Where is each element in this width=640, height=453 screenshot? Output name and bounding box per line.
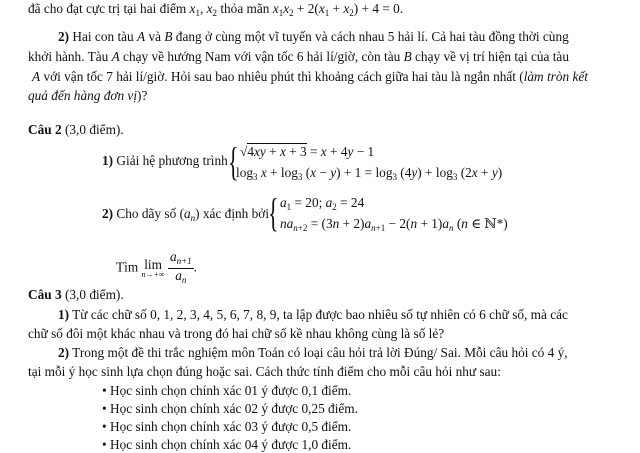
ships-problem-line-3: A với vận tốc 7 hải lí/giờ. Hỏi sau bao nhiêu phút thì khoảng cách giữa hai tàu là ngắn nhất (làm tròn kết xyxy=(32,69,588,84)
q3-part1-line-1: 1) Từ các chữ số 0, 1, 2, 3, 4, 5, 6, 7, 8, 9, ta lập được bao nhiêu số tự nhiên có 6 chữ số, mà các xyxy=(58,307,568,322)
q2-part1-prompt: 1) Giải hệ phương trình xyxy=(102,153,228,168)
system-brace-2: { xyxy=(268,190,279,235)
ships-problem-line-2: khởi hành. Tàu A chạy về hướng Nam với vận tốc 6 hải lí/giờ, còn tàu B chạy về vị trí hiện tại của tàu xyxy=(28,49,569,64)
system-brace-1: { xyxy=(228,139,239,184)
q3-part2-line-2: tại mỗi ý học sinh lựa chọn đúng hoặc sai. Cách thức tính điểm cho mỗi câu hỏi như sau: xyxy=(28,364,501,379)
q2-part2-equation-2: $na_{n+2} = (3n + 2)a_{n+1} - 2(n + 1)a_n$ (n ∈ ℕ*) xyxy=(280,216,508,233)
question-3-heading: Câu 3 (3,0 điểm). xyxy=(28,287,124,302)
continuation-line: đã cho đạt cực trị tại hai điểm $x_1$, $x_2$ thỏa mãn $x_1x_2 + 2(x_1 + x_2) + 4 = 0$. xyxy=(28,1,404,18)
q2-part2-prompt: 2) Cho dãy số $(a_n)$ xác định bởi xyxy=(102,206,270,223)
q2-limit-expression: Tìm lim n→+∞ $\frac{a_{n+1}}{a_n}$ . xyxy=(116,249,197,285)
q3-part1-line-2: chữ số đôi một khác nhau và trong đó hai chữ số kề nhau không cùng là số lẻ? xyxy=(28,326,445,341)
scoring-bullet: • Học sinh chọn chính xác 03 ý được 0,5 điểm. xyxy=(102,419,352,434)
ships-problem-line-4: quả đến hàng đơn vị)? xyxy=(28,88,148,103)
ships-problem-line-1: 2) Hai con tàu A và B đang ở cùng một vĩ tuyến và cách nhau 5 hải lí. Cả hai tàu đồng thời cùng xyxy=(58,29,569,44)
q2-part1-equation-1: √4xy + x + 3 = x + 4y − 1 xyxy=(240,144,375,159)
q2-part2-equation-1: $a_1 = 20$; $a_2 = 24$ xyxy=(280,195,365,212)
limit-operator: lim n→+∞ xyxy=(141,257,165,279)
limit-fraction: $\frac{a_{n+1}}{a_n}$ xyxy=(169,249,192,285)
scoring-bullet: • Học sinh chọn chính xác 04 ý được 1,0 điểm. xyxy=(102,437,352,452)
question-2-heading: Câu 2 (3,0 điểm). xyxy=(28,122,124,137)
scoring-bullet: • Học sinh chọn chính xác 02 ý được 0,25 điểm. xyxy=(102,401,358,416)
q3-part2-line-1: 2) Trong một đề thi trắc nghiệm môn Toán có loại câu hỏi trả lời Đúng/ Sai. Mỗi câu hỏi có 4 ý, xyxy=(58,345,568,360)
q2-part1-equation-2: $\log_3 x + \log_3 (x - y) + 1 = \log_3 (4y) + \log_3 (2x + y)$ xyxy=(236,165,503,182)
scoring-bullet: • Học sinh chọn chính xác 01 ý được 0,1 điểm. xyxy=(102,383,352,398)
